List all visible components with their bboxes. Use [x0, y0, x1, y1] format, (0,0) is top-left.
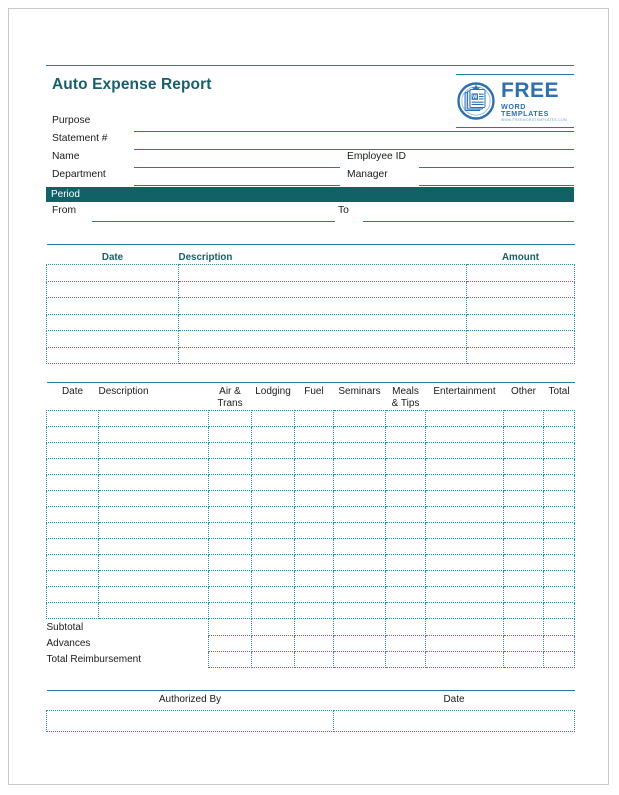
detail-cell-other[interactable]	[504, 507, 544, 523]
detail-cell-fuel[interactable]	[295, 491, 334, 507]
detail-cell-lodging[interactable]	[252, 555, 295, 571]
detail-table-row	[47, 411, 575, 427]
detail-cell-other[interactable]	[504, 523, 544, 539]
signature-header-date: Date	[443, 693, 465, 705]
detail-cell-air-trans[interactable]	[209, 459, 252, 475]
subtotal-cell-lodging[interactable]	[252, 619, 295, 636]
subtotal-label: Subtotal	[46, 621, 84, 633]
detail-cell-fuel[interactable]	[295, 539, 334, 555]
detail-cell-total[interactable]	[544, 459, 575, 475]
detail-cell-total[interactable]	[544, 539, 575, 555]
detail-cell-meals-tips[interactable]	[386, 571, 426, 587]
summary-cell-amount[interactable]	[467, 314, 575, 331]
detail-cell-total[interactable]	[544, 491, 575, 507]
detail-header-fuel: Fuel	[304, 386, 324, 397]
detail-cell-fuel[interactable]	[295, 603, 334, 619]
detail-table-row	[47, 459, 575, 475]
employee-id-label: Employee ID	[347, 151, 406, 162]
detail-header-other: Other	[510, 386, 536, 397]
detail-header-lodging: Lodging	[255, 386, 291, 397]
summary-table-row	[47, 331, 575, 348]
detail-totals-row-subtotal	[47, 619, 575, 636]
detail-cell-fuel[interactable]	[295, 507, 334, 523]
detail-cell-other[interactable]	[504, 443, 544, 459]
detail-cell-seminars[interactable]	[334, 411, 386, 427]
detail-header-meals-line2: & Tips	[391, 398, 420, 409]
detail-cell-entertainment[interactable]	[426, 555, 504, 571]
detail-table	[46, 382, 575, 668]
detail-cell-entertainment[interactable]	[426, 539, 504, 555]
logo-primary-text: FREE	[501, 78, 560, 102]
detail-cell-description[interactable]	[99, 555, 209, 571]
detail-cell-other[interactable]	[504, 555, 544, 571]
detail-cell-seminars[interactable]	[334, 427, 386, 443]
detail-cell-meals-tips[interactable]	[386, 459, 426, 475]
field-row-name	[46, 150, 574, 168]
detail-cell-date[interactable]	[47, 555, 99, 571]
summary-cell-date[interactable]	[47, 281, 179, 298]
detail-cell-seminars[interactable]	[334, 603, 386, 619]
detail-cell-other[interactable]	[504, 539, 544, 555]
detail-cell-entertainment[interactable]	[426, 571, 504, 587]
detail-cell-fuel[interactable]	[295, 555, 334, 571]
detail-cell-lodging[interactable]	[252, 443, 295, 459]
detail-cell-entertainment[interactable]	[426, 587, 504, 603]
field-row-period-range	[46, 202, 574, 222]
detail-cell-description[interactable]	[99, 475, 209, 491]
detail-cell-entertainment[interactable]	[426, 427, 504, 443]
signature-table	[46, 690, 575, 732]
title-top-rule	[46, 65, 574, 66]
detail-cell-description[interactable]	[99, 443, 209, 459]
detail-cell-date[interactable]	[47, 539, 99, 555]
detail-table-row	[47, 427, 575, 443]
subtotal-cell-seminars[interactable]	[334, 619, 386, 636]
summary-header-description: Description	[178, 252, 233, 263]
detail-cell-other[interactable]	[504, 587, 544, 603]
detail-cell-lodging[interactable]	[252, 475, 295, 491]
detail-cell-fuel[interactable]	[295, 571, 334, 587]
detail-cell-seminars[interactable]	[334, 587, 386, 603]
detail-cell-air-trans[interactable]	[209, 491, 252, 507]
detail-header-seminars: Seminars	[338, 386, 381, 397]
detail-cell-lodging[interactable]	[252, 603, 295, 619]
detail-cell-description[interactable]	[99, 459, 209, 475]
total-reimbursement-cell-entertainment[interactable]	[426, 651, 504, 667]
detail-cell-other[interactable]	[504, 475, 544, 491]
document-sheet	[46, 65, 574, 732]
detail-header-air-trans-line2: Trans	[217, 398, 243, 409]
to-input[interactable]	[363, 221, 574, 222]
summary-cell-description[interactable]	[179, 347, 467, 364]
summary-table	[46, 244, 575, 364]
detail-cell-date[interactable]	[47, 459, 99, 475]
summary-header-date: Date	[101, 252, 124, 263]
detail-cell-seminars[interactable]	[334, 491, 386, 507]
detail-cell-air-trans[interactable]	[209, 555, 252, 571]
document-page	[8, 8, 609, 785]
spacer-after-header	[46, 222, 574, 244]
detail-cell-meals-tips[interactable]	[386, 539, 426, 555]
detail-cell-date[interactable]	[47, 507, 99, 523]
detail-cell-meals-tips[interactable]	[386, 555, 426, 571]
detail-cell-total[interactable]	[544, 475, 575, 491]
detail-table-row	[47, 523, 575, 539]
detail-cell-lodging[interactable]	[252, 459, 295, 475]
detail-cell-total[interactable]	[544, 427, 575, 443]
to-label: To	[338, 205, 349, 216]
detail-table-row	[47, 491, 575, 507]
detail-table-row	[47, 555, 575, 571]
summary-cell-amount[interactable]	[467, 298, 575, 315]
detail-cell-meals-tips[interactable]	[386, 603, 426, 619]
detail-cell-air-trans[interactable]	[209, 411, 252, 427]
detail-cell-meals-tips[interactable]	[386, 443, 426, 459]
total-reimbursement-cell-meals-tips[interactable]	[386, 651, 426, 667]
advances-cell-entertainment[interactable]	[426, 635, 504, 651]
detail-cell-lodging[interactable]	[252, 507, 295, 523]
detail-cell-air-trans[interactable]	[209, 427, 252, 443]
detail-cell-description[interactable]	[99, 523, 209, 539]
signature-header-authorized-by: Authorized By	[158, 693, 222, 705]
detail-cell-lodging[interactable]	[252, 587, 295, 603]
period-section-bar: Period	[46, 187, 574, 202]
manager-label: Manager	[347, 169, 388, 180]
manager-input[interactable]	[419, 185, 574, 186]
detail-cell-air-trans[interactable]	[209, 443, 252, 459]
subtotal-cell-air-trans[interactable]	[209, 619, 252, 636]
detail-cell-lodging[interactable]	[252, 491, 295, 507]
logo-secondary-text: WORD TEMPLATES	[501, 101, 549, 119]
detail-cell-meals-tips[interactable]	[386, 427, 426, 443]
summary-cell-amount[interactable]	[467, 347, 575, 364]
detail-cell-meals-tips[interactable]	[386, 523, 426, 539]
summary-cell-description[interactable]	[179, 281, 467, 298]
field-row-statement	[46, 132, 574, 150]
detail-totals-row-advances	[47, 635, 575, 651]
detail-cell-total[interactable]	[544, 603, 575, 619]
detail-cell-seminars[interactable]	[334, 539, 386, 555]
detail-cell-meals-tips[interactable]	[386, 475, 426, 491]
total-reimbursement-cell-air-trans[interactable]	[209, 651, 252, 667]
detail-cell-description[interactable]	[99, 571, 209, 587]
detail-header-meals-tips	[386, 385, 426, 411]
signature-table-row	[47, 710, 575, 731]
summary-table-row	[47, 314, 575, 331]
summary-cell-description[interactable]	[179, 314, 467, 331]
detail-cell-date[interactable]	[47, 571, 99, 587]
detail-cell-date[interactable]	[47, 491, 99, 507]
detail-cell-description[interactable]	[99, 603, 209, 619]
detail-cell-other[interactable]	[504, 571, 544, 587]
summary-cell-date[interactable]	[47, 331, 179, 348]
detail-cell-seminars[interactable]	[334, 571, 386, 587]
detail-cell-description[interactable]	[99, 507, 209, 523]
total-reimbursement-label: Total Reimbursement	[46, 653, 141, 665]
signature-cell-date[interactable]	[334, 710, 575, 731]
total-reimbursement-cell-fuel[interactable]	[295, 651, 334, 667]
detail-cell-date[interactable]	[47, 523, 99, 539]
detail-cell-air-trans[interactable]	[209, 507, 252, 523]
field-row-department	[46, 168, 574, 186]
summary-cell-description[interactable]	[179, 331, 467, 348]
detail-table-row	[47, 539, 575, 555]
detail-cell-seminars[interactable]	[334, 459, 386, 475]
detail-cell-description[interactable]	[99, 411, 209, 427]
detail-cell-entertainment[interactable]	[426, 507, 504, 523]
summary-table-row	[47, 281, 575, 298]
detail-cell-air-trans[interactable]	[209, 539, 252, 555]
summary-cell-date[interactable]	[47, 265, 179, 282]
total-reimbursement-cell-other[interactable]	[504, 651, 544, 667]
detail-cell-fuel[interactable]	[295, 475, 334, 491]
detail-cell-fuel[interactable]	[295, 411, 334, 427]
summary-cell-amount[interactable]	[467, 265, 575, 282]
logo-tagline: WWW.FREEWORDTEMPLATES.COM	[501, 117, 568, 122]
detail-cell-description[interactable]	[99, 539, 209, 555]
advances-cell-fuel[interactable]	[295, 635, 334, 651]
detail-table-row	[47, 587, 575, 603]
summary-cell-date[interactable]	[47, 298, 179, 315]
advances-cell-other[interactable]	[504, 635, 544, 651]
detail-cell-seminars[interactable]	[334, 507, 386, 523]
detail-table-header-row	[47, 385, 575, 411]
detail-cell-entertainment[interactable]	[426, 443, 504, 459]
summary-table-row	[47, 347, 575, 364]
subtotal-cell-meals-tips[interactable]	[386, 619, 426, 636]
svg-text:W: W	[472, 94, 478, 101]
detail-cell-seminars[interactable]	[334, 555, 386, 571]
detail-cell-entertainment[interactable]	[426, 491, 504, 507]
detail-cell-entertainment[interactable]	[426, 603, 504, 619]
detail-cell-total[interactable]	[544, 555, 575, 571]
detail-cell-description[interactable]	[99, 491, 209, 507]
detail-cell-entertainment[interactable]	[426, 523, 504, 539]
subtotal-cell-total[interactable]	[544, 619, 575, 636]
detail-cell-date[interactable]	[47, 427, 99, 443]
detail-totals-row-total-reimbursement	[47, 651, 575, 667]
summary-table-header-row	[47, 247, 575, 265]
department-label: Department	[52, 169, 106, 180]
detail-header-air-trans	[209, 385, 252, 411]
total-reimbursement-cell-lodging[interactable]	[252, 651, 295, 667]
detail-header-date: Date	[61, 386, 84, 397]
spacer-between-tables	[46, 364, 574, 382]
detail-cell-total[interactable]	[544, 571, 575, 587]
department-input[interactable]	[134, 185, 340, 186]
detail-cell-other[interactable]	[504, 427, 544, 443]
detail-cell-entertainment[interactable]	[426, 459, 504, 475]
logo-top-rule	[456, 74, 574, 75]
advances-label: Advances	[46, 637, 91, 649]
from-label: From	[52, 205, 77, 216]
detail-cell-total[interactable]	[544, 587, 575, 603]
summary-cell-amount[interactable]	[467, 281, 575, 298]
summary-cell-date[interactable]	[47, 314, 179, 331]
detail-cell-air-trans[interactable]	[209, 587, 252, 603]
detail-header-entertainment: Entertainment	[433, 386, 496, 397]
advances-cell-lodging[interactable]	[252, 635, 295, 651]
header-fields	[46, 114, 574, 222]
detail-header-air-trans-line1: Air &	[219, 386, 241, 397]
detail-cell-total[interactable]	[544, 411, 575, 427]
detail-cell-air-trans[interactable]	[209, 475, 252, 491]
detail-cell-entertainment[interactable]	[426, 475, 504, 491]
detail-cell-lodging[interactable]	[252, 539, 295, 555]
signature-cell-authorized-by[interactable]	[47, 710, 334, 731]
detail-cell-other[interactable]	[504, 603, 544, 619]
purpose-label: Purpose	[52, 115, 91, 126]
detail-cell-seminars[interactable]	[334, 523, 386, 539]
advances-cell-air-trans[interactable]	[209, 635, 252, 651]
summary-cell-amount[interactable]	[467, 331, 575, 348]
detail-table-row	[47, 603, 575, 619]
detail-cell-description[interactable]	[99, 427, 209, 443]
field-row-purpose	[46, 114, 574, 132]
detail-cell-other[interactable]	[504, 411, 544, 427]
name-label: Name	[52, 151, 80, 162]
detail-cell-fuel[interactable]	[295, 427, 334, 443]
detail-cell-air-trans[interactable]	[209, 523, 252, 539]
detail-cell-fuel[interactable]	[295, 459, 334, 475]
total-reimbursement-cell-seminars[interactable]	[334, 651, 386, 667]
detail-cell-date[interactable]	[47, 443, 99, 459]
detail-cell-total[interactable]	[544, 523, 575, 539]
detail-header-total: Total	[548, 386, 570, 397]
detail-cell-description[interactable]	[99, 587, 209, 603]
advances-cell-seminars[interactable]	[334, 635, 386, 651]
detail-cell-meals-tips[interactable]	[386, 411, 426, 427]
detail-header-meals-line1: Meals	[392, 386, 419, 397]
detail-header-description: Description	[98, 386, 149, 397]
detail-cell-lodging[interactable]	[252, 523, 295, 539]
detail-cell-total[interactable]	[544, 443, 575, 459]
detail-cell-meals-tips[interactable]	[386, 491, 426, 507]
advances-cell-total[interactable]	[544, 635, 575, 651]
page-title: Auto Expense Report	[52, 76, 212, 93]
subtotal-cell-other[interactable]	[504, 619, 544, 636]
detail-cell-date[interactable]	[47, 411, 99, 427]
detail-cell-lodging[interactable]	[252, 427, 295, 443]
detail-table-row	[47, 507, 575, 523]
detail-cell-meals-tips[interactable]	[386, 507, 426, 523]
detail-cell-air-trans[interactable]	[209, 603, 252, 619]
detail-cell-air-trans[interactable]	[209, 571, 252, 587]
detail-cell-total[interactable]	[544, 507, 575, 523]
detail-cell-lodging[interactable]	[252, 571, 295, 587]
detail-cell-fuel[interactable]	[295, 523, 334, 539]
detail-cell-seminars[interactable]	[334, 443, 386, 459]
summary-cell-description[interactable]	[179, 265, 467, 282]
detail-table-row	[47, 443, 575, 459]
detail-cell-date[interactable]	[47, 603, 99, 619]
detail-cell-other[interactable]	[504, 459, 544, 475]
detail-cell-other[interactable]	[504, 491, 544, 507]
detail-table-row	[47, 571, 575, 587]
from-input[interactable]	[92, 221, 335, 222]
detail-table-row	[47, 475, 575, 491]
summary-header-amount: Amount	[501, 252, 539, 263]
detail-cell-fuel[interactable]	[295, 443, 334, 459]
summary-table-row	[47, 265, 575, 282]
summary-table-row	[47, 298, 575, 315]
detail-cell-fuel[interactable]	[295, 587, 334, 603]
total-reimbursement-cell-total[interactable]	[544, 651, 575, 667]
advances-cell-meals-tips[interactable]	[386, 635, 426, 651]
detail-cell-meals-tips[interactable]	[386, 587, 426, 603]
summary-cell-date[interactable]	[47, 347, 179, 364]
statement-label: Statement #	[52, 133, 108, 144]
detail-cell-lodging[interactable]	[252, 411, 295, 427]
detail-cell-date[interactable]	[47, 587, 99, 603]
detail-cell-seminars[interactable]	[334, 475, 386, 491]
detail-cell-entertainment[interactable]	[426, 411, 504, 427]
subtotal-cell-entertainment[interactable]	[426, 619, 504, 636]
signature-table-header-row	[47, 693, 575, 711]
spacer-before-signature	[46, 668, 574, 690]
subtotal-cell-fuel[interactable]	[295, 619, 334, 636]
detail-cell-date[interactable]	[47, 475, 99, 491]
summary-cell-description[interactable]	[179, 298, 467, 315]
